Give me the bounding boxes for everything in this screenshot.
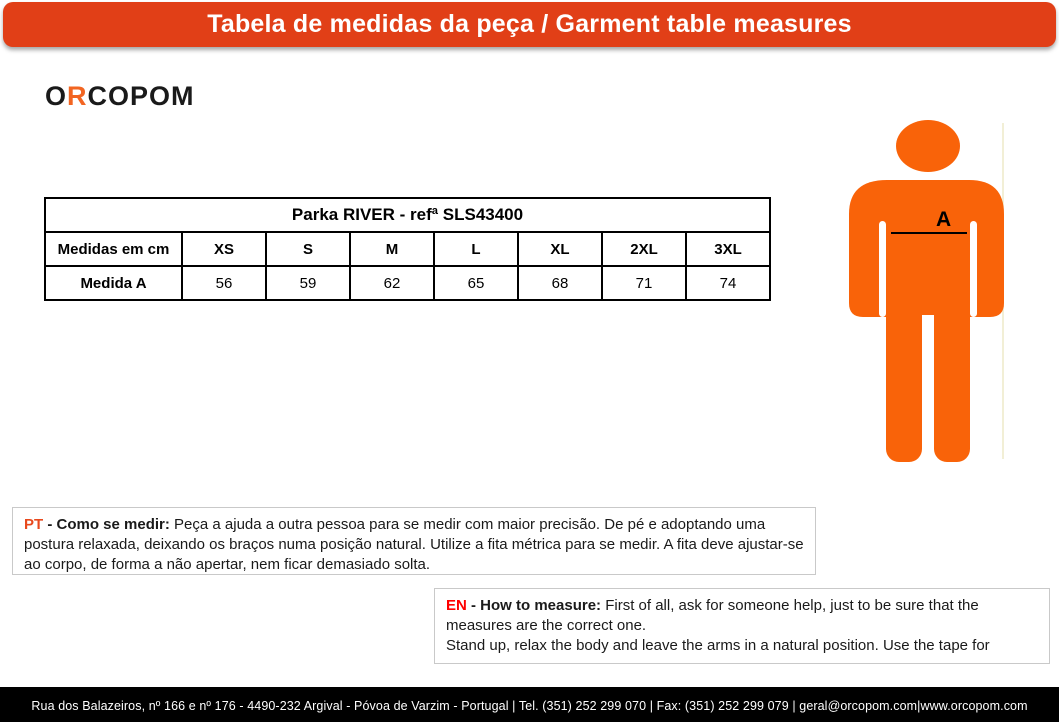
measure-a-marker: A xyxy=(936,208,952,231)
person-figure xyxy=(848,115,1008,465)
footer-bar xyxy=(0,687,1059,722)
pt-note-lead: - Como se medir: xyxy=(43,516,175,533)
measure-a-value-2xl: 71 xyxy=(602,266,686,300)
measure-a-value-xl: 68 xyxy=(518,266,602,300)
measure-a-value-s: 59 xyxy=(266,266,350,300)
pt-note-text: Peça a ajuda a outra pessoa para se medir com maior precisão. De pé e adoptando uma postura relaxada, deixando os braços numa posição natural. Utilize a fita métrica para se medir. A fita deve ajustar-se ao corpo, de forma a não apertar, nem ficar demasiado solta. xyxy=(24,516,804,573)
en-note-paragraph-2: Stand up, relax the body and leave the arms in a natural position. Use the tape for xyxy=(446,637,990,654)
size-table xyxy=(44,197,771,301)
col-header-size-m: M xyxy=(350,232,434,266)
table-title: Parka RIVER - refª SLS43400 xyxy=(45,198,770,232)
col-header-size-s: S xyxy=(266,232,350,266)
col-header-size-xs: XS xyxy=(182,232,266,266)
en-measure-note xyxy=(434,588,1050,664)
orcopom-logo xyxy=(45,81,195,112)
pt-language-code: PT xyxy=(24,516,44,533)
page-title: Tabela de medidas da peça / Garment table measures xyxy=(207,10,852,38)
person-silhouette-icon xyxy=(848,115,1008,465)
table-header-row xyxy=(45,232,770,266)
pt-measure-note xyxy=(12,507,816,575)
measure-a-value-m: 62 xyxy=(350,266,434,300)
en-note-text-1: First of all, ask for someone help, just to be sure that the measures are the correct one. xyxy=(446,597,979,634)
en-note-paragraph-1 xyxy=(446,596,1038,636)
measure-a-label: Medida A xyxy=(45,266,182,300)
measure-a-value-3xl: 74 xyxy=(686,266,770,300)
logo-part-2: R xyxy=(67,81,88,111)
measure-a-value-l: 65 xyxy=(434,266,518,300)
en-language-code: EN xyxy=(446,597,467,614)
col-header-size-l: L xyxy=(434,232,518,266)
col-header-size-xl: XL xyxy=(518,232,602,266)
table-row xyxy=(45,266,770,300)
col-header-units: Medidas em cm xyxy=(45,232,182,266)
table-title-row xyxy=(45,198,770,232)
col-header-size-3xl: 3XL xyxy=(686,232,770,266)
logo-part-3: COPOM xyxy=(87,81,195,111)
header-banner xyxy=(3,2,1056,47)
en-note-lead: - How to measure: xyxy=(466,597,606,614)
logo-part-1: O xyxy=(45,81,68,111)
measure-a-value-xs: 56 xyxy=(182,266,266,300)
footer-address: Rua dos Balazeiros, nº 166 e nº 176 - 4490-232 Argival - Póvoa de Varzim - Portugal | Tel. (351) 252 299 070 | Fax: (351) 252 299 079 | geral@orcopom.com|www.orcopom.com xyxy=(31,698,1028,713)
col-header-size-2xl: 2XL xyxy=(602,232,686,266)
